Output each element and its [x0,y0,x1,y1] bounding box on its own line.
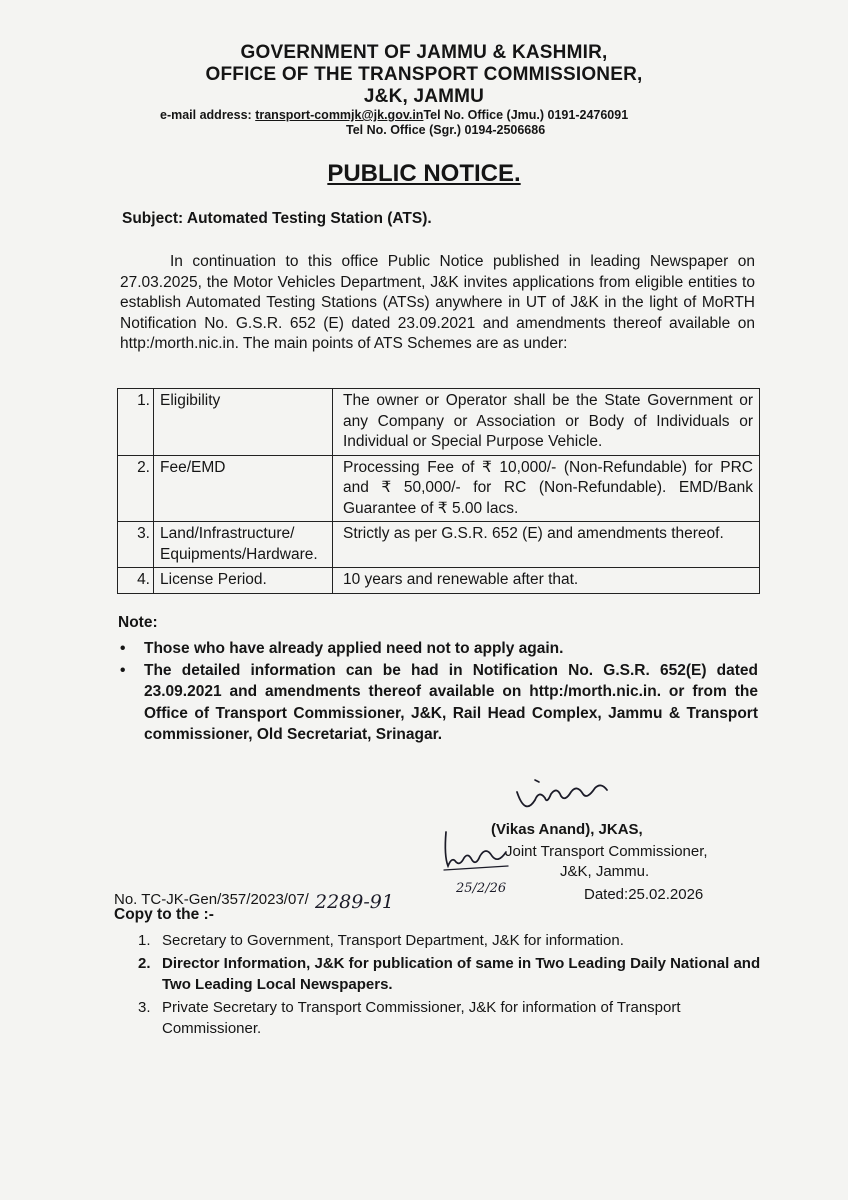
signatory-place: J&K, Jammu. [560,863,650,880]
subject-line: Subject: Automated Testing Station (ATS). [122,210,432,227]
item-number: 2. [138,955,151,972]
table-row [118,522,760,568]
table-row [118,389,760,456]
dated-field: Dated:25.02.2026 [584,886,704,903]
item-text: Director Information, J&K for publication of same in Two Leading Daily National and Two Leading Local Newspapers. [162,955,761,993]
ats-points-table [117,388,760,594]
email-address[interactable]: transport-commjk@jk.gov.in [255,108,424,122]
note-heading: Note: [118,614,158,631]
page-title: PUBLIC NOTICE. [327,160,521,187]
email-label: e-mail address: [160,108,252,122]
header-office: OFFICE OF THE TRANSPORT COMMISSIONER, [205,64,643,85]
item-text: Private Secretary to Transport Commissioner, J&K for information of Transport Commissioner. [162,999,681,1037]
handwritten-date-text: 25/2/26 [456,881,507,896]
handwritten-ref-suffix [313,886,401,916]
note-text: Those who have already applied need not to apply again. [144,640,564,657]
table-row [118,455,760,522]
header-location: J&K, JAMMU [363,86,485,107]
row-value: 10 years and renewable after that. [333,568,760,594]
signatory-designation: Joint Transport Commissioner, [505,843,708,860]
reference-number-text: No. TC-JK-Gen/357/2023/07/ [114,891,309,908]
row-number: 4. [118,568,154,594]
row-number: 2. [118,455,154,522]
bullet-icon: • [120,640,126,657]
row-label: License Period. [154,568,333,594]
row-value: The owner or Operator shall be the State Government or any Company or Association or Body of Individuals or Individual or Special Purpose Vehicle. [333,389,760,456]
table-row [118,568,760,594]
row-label: Eligibility [154,389,333,456]
row-value: Processing Fee of ₹ 10,000/- (Non-Refundable) for PRC and ₹ 50,000/- for RC (Non-Refundable). EMD/Bank Guarantee of ₹ 5.00 lacs. [333,455,760,522]
item-number: 3. [138,999,151,1016]
list-item [134,953,774,995]
bullet-icon: • [120,661,126,679]
row-label: Land/Infrastructure/ Equipments/Hardware. [154,522,333,568]
row-number: 3. [118,522,154,568]
row-label: Fee/EMD [154,455,333,522]
handwritten-date [454,876,534,898]
signature-scribble [505,772,615,822]
note-text: The detailed information can be had in Notification No. G.S.R. 652(E) dated 23.09.2021 and amendments thereof available on http:/morth.nic.in. or from the Office of Transport Commissioner, J&K, Rail Head Complex, Jammu & Transport commissioner, Old Secretariat, Srinagar. [144,661,758,743]
list-item [134,997,774,1039]
item-number: 1. [138,932,151,949]
item-text: Secretary to Government, Transport Department, J&K for information. [162,932,624,949]
header-government: GOVERNMENT OF JAMMU & KASHMIR, [240,42,608,63]
row-value: Strictly as per G.S.R. 652 (E) and amendments thereof. [333,522,760,568]
contact-line-jammu [160,108,628,122]
note-bullet [118,638,758,660]
copy-to-heading: Copy to the :- [114,906,214,923]
ref-suffix-text: 2289-91 [315,891,394,913]
list-item [134,930,774,951]
note-list [118,638,758,746]
note-bullet [118,660,758,746]
intro-paragraph: In continuation to this office Public Notice published in leading Newspaper on 27.03.2025, the Motor Vehicles Department, J&K invites applications from eligible entities to establish Automated Testing Stations (ATSs) anywhere in UT of J&K in the light of MoRTH Notification No. G.S.R. 652 (E) dated 23.09.2021 and amendments thereof available on http:/morth.nic.in. The main points of ATS Schemes are as under: [120,253,755,352]
tel-jammu: Tel No. Office (Jmu.) 0191-2476091 [423,108,629,122]
row-number: 1. [118,389,154,456]
signatory-name: (Vikas Anand), JKAS, [491,821,643,838]
tel-srinagar: Tel No. Office (Sgr.) 0194-2506686 [346,123,546,137]
copy-to-list [134,930,774,1041]
